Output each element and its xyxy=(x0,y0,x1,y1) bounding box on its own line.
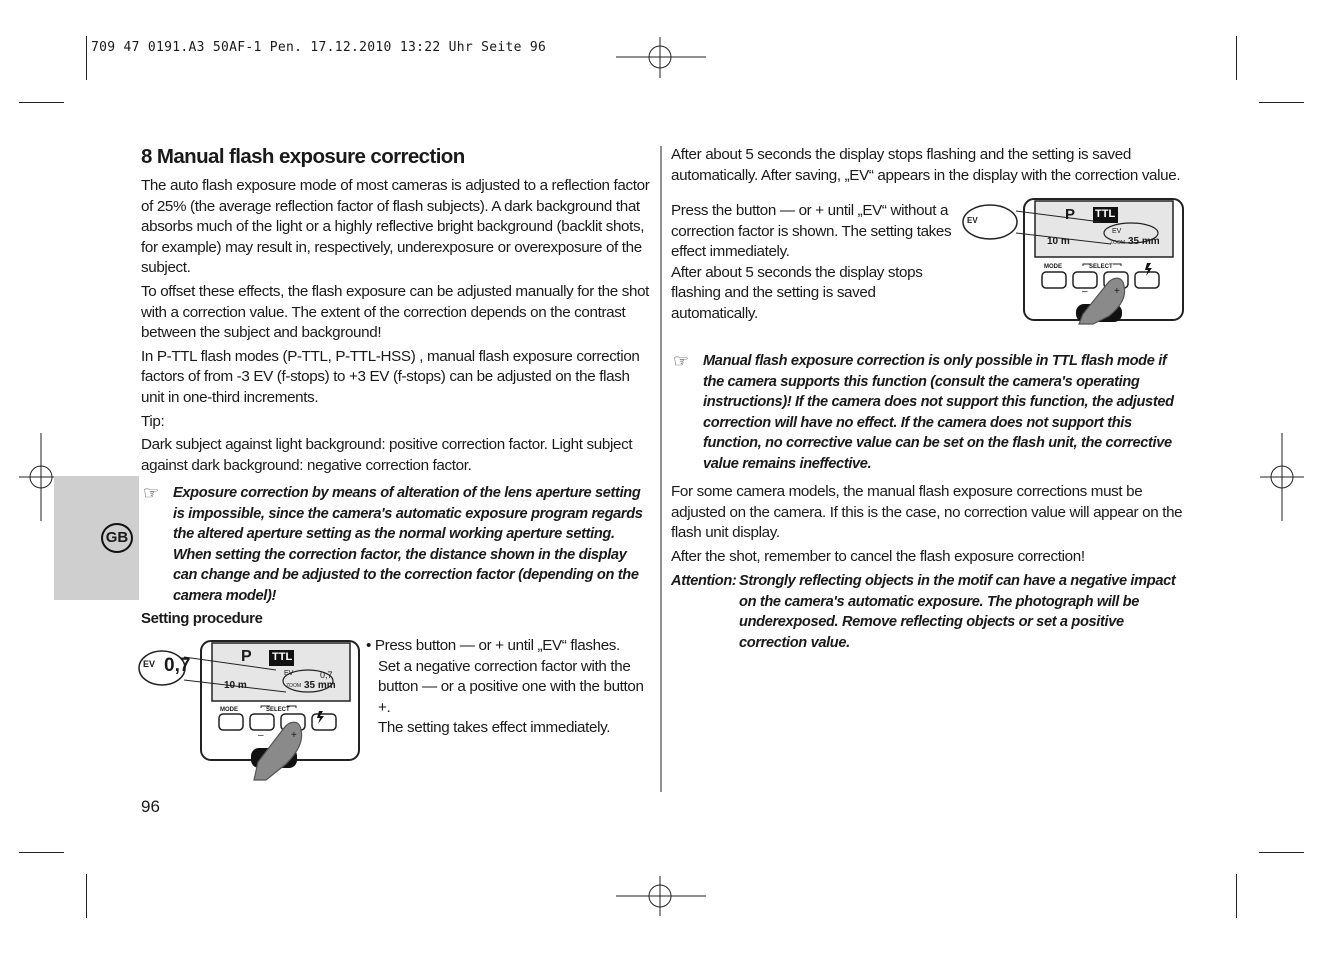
small-ev-label: EV xyxy=(1112,228,1122,235)
paragraph: After the shot, remember to cancel the flash exposure correction! xyxy=(671,547,1085,565)
distance-readout: 10 m xyxy=(224,680,247,691)
ev-label: EV xyxy=(967,216,978,225)
section-title: 8 Manual flash exposure correction xyxy=(141,145,465,168)
minus-label: – xyxy=(1082,286,1088,297)
page-number: 96 xyxy=(141,797,160,816)
right-instructions xyxy=(671,201,961,325)
focal-readout: 35 mm xyxy=(1128,236,1160,247)
mode-button-label: MODE xyxy=(220,707,238,713)
step-text: Set a negative correction factor with the button — or a positive one with the button +. xyxy=(378,657,644,716)
ttl-indicator: TTL xyxy=(1095,208,1116,220)
attention-label: Attention: xyxy=(671,573,737,589)
paragraph: For some camera models, the manual flash exposure corrections must be adjusted on the camera. If this is the case, no correction value will appear on the flash unit display. xyxy=(671,483,1183,542)
step-text: The setting takes effect immediately. xyxy=(378,719,611,737)
select-button-label: SELECT xyxy=(266,707,290,713)
attention-text: Strongly reflecting objects in the motif can have a negative impact on the camera's automatic exposure. The photograph will be underexposed. Remove reflecting objects or set a positive correction value. xyxy=(739,573,1176,651)
note-text: Manual flash exposure correction is only possible in TTL flash mode if the camera supports this function (consult the camera's operating instructions)! If the camera does not support this function, the adjusted correction will have no effect. If the camera does not support this function, no corrective value can be set on the flash unit, the corrective value remains ineffective. xyxy=(703,353,1174,472)
paragraph: To offset these effects, the flash exposure can be adjusted manually for the shot with a correction value. The extent of the correction depends on the contrast between the subject and background! xyxy=(141,282,650,342)
setting-procedure-heading: Setting procedure xyxy=(141,610,263,627)
mode-button-label: MODE xyxy=(1044,264,1062,270)
zoom-label: ZOOM xyxy=(1110,240,1125,246)
plus-label: + xyxy=(1114,286,1120,297)
pointing-hand-icon: ☞ xyxy=(673,351,690,371)
left-column xyxy=(141,176,653,476)
distance-readout: 10 m xyxy=(1047,236,1070,247)
plus-label: + xyxy=(291,730,297,741)
print-slug: 709 47 0191.A3 50AF-1 Pen. 17.12.2010 13:22 Uhr Seite 96 xyxy=(91,40,547,55)
note-text: Exposure correction by means of alteration of the lens aperture setting is impossible, since the camera's automatic exposure program regards the altered aperture setting as the normal working aperture setting. xyxy=(173,485,643,543)
note-block xyxy=(173,483,653,607)
tip-text: Dark subject against light background: positive correction factor. Light subject against dark background: negative correction factor. xyxy=(141,436,633,474)
mode-letter: P xyxy=(1065,206,1076,223)
minus-label: – xyxy=(258,730,264,741)
procedure-steps xyxy=(366,636,644,739)
paragraph: After about 5 seconds the display stops flashing and the setting is saved automatically. xyxy=(671,263,923,322)
ttl-indicator: TTL xyxy=(272,651,293,663)
paragraph: In P-TTL flash modes (P-TTL, P-TTL-HSS) , manual flash exposure correction factors of from -3 EV (f-stops) to +3 EV (f-stops) can be adjusted on the flash unit in one-third increments. xyxy=(141,347,640,406)
paragraph: The auto flash exposure mode of most cameras is adjusted to a reflection factor of 25% (the average reflection factor of flash subjects). A dark background that absorbs much of the light or a highly reflective bright background (backlit shots, for example) may result in, respectively, underexposure or overexposure of the subject. xyxy=(141,177,650,277)
language-badge: GB xyxy=(101,523,133,553)
ev-label: EV xyxy=(143,659,156,669)
right-body xyxy=(671,482,1183,567)
small-ev-label: EV xyxy=(284,670,294,677)
ev-value: 0,7 xyxy=(164,655,191,676)
zoom-label: ZOOM xyxy=(286,683,301,689)
pointing-hand-icon: ☞ xyxy=(143,483,160,503)
paragraph: Press the button — or + until „EV“ without a correction factor is shown. The setting takes effect immediately. xyxy=(671,202,952,261)
mode-letter: P xyxy=(241,648,252,665)
select-button-label: SELECT xyxy=(1089,264,1113,270)
note-text: When setting the correction factor, the distance shown in the display can change and be adjusted to the correction factor (depending on the camera model)! xyxy=(173,546,639,604)
small-ev-value: 0,7 xyxy=(320,670,333,680)
paragraph: After about 5 seconds the display stops flashing and the setting is saved automatically. After saving, „EV“ appears in the display with the correction value. xyxy=(671,146,1181,184)
focal-readout: 35 mm xyxy=(304,680,336,691)
tip-label: Tip: xyxy=(141,412,165,430)
step-text: • Press button — or + until „EV“ flashes. xyxy=(366,637,620,654)
